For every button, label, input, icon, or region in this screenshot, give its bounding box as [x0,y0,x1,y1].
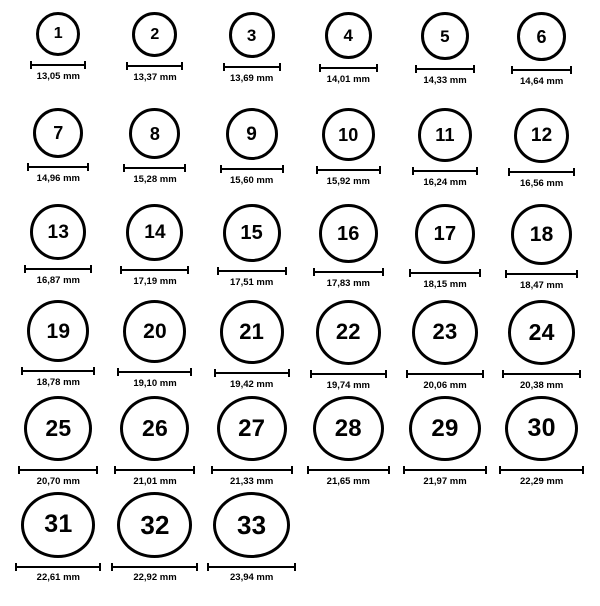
measure-tick-right [181,62,183,70]
ring-circle [24,396,92,461]
ring-size-number: 5 [440,26,450,46]
diameter-measure-bar [126,62,183,70]
ring-size-number: 28 [334,414,362,442]
measure-tick-right [385,370,387,378]
ring-size-cell[interactable] [10,102,107,198]
ring-circle [129,108,180,159]
diameter-measure-bar [30,61,86,69]
measure-line [502,373,581,375]
ring-circle [30,204,86,260]
ring-size-number: 3 [246,25,257,45]
ring-size-number: 18 [529,223,554,246]
ring-size-number: 29 [431,414,459,442]
ring-circle [217,396,287,461]
measure-line [508,171,575,173]
measure-tick-right [93,367,95,375]
ring-size-number: 14 [144,222,166,243]
ring-size-number: 21 [239,319,265,344]
ring-size-number: 9 [246,123,258,145]
ring-size-cell[interactable] [300,102,397,198]
diameter-value-label: 16,24 mm [423,177,467,188]
diameter-measure-bar [319,64,378,72]
ring-size-number: 2 [150,25,160,43]
measure-tick-right [570,66,572,74]
ring-circle [415,204,475,264]
diameter-value-label: 22,29 mm [520,475,564,487]
diameter-measure-bar [114,466,195,474]
ring-size-cell[interactable] [203,294,300,390]
diameter-measure-bar [21,367,95,375]
measure-line [319,67,378,69]
ring-size-number: 4 [343,26,354,45]
ring-circle [322,108,375,161]
measure-line [313,271,384,273]
diameter-measure-bar [117,368,192,376]
diameter-measure-bar [412,167,478,175]
diameter-measure-bar [223,63,281,71]
measure-tick-right [376,64,378,72]
measure-tick-left [214,369,216,377]
measure-tick-right [279,63,281,71]
ring-size-number: 16 [336,222,360,245]
diameter-value-label: 20,38 mm [520,379,564,391]
measure-line [505,273,578,275]
measure-line [24,268,92,270]
diameter-measure-bar [24,265,92,273]
ring-size-number: 27 [238,414,266,442]
measure-line [126,65,183,67]
ring-size-cell[interactable] [493,294,590,390]
measure-tick-left [220,165,222,173]
measure-tick-right [479,269,481,277]
measure-tick-right [90,265,92,273]
measure-tick-right [379,166,381,174]
measure-tick-right [190,368,192,376]
diameter-measure-bar [409,269,481,277]
measure-tick-right [485,466,487,474]
measure-tick-left [313,268,315,276]
ring-circle [36,12,80,56]
diameter-value-label: 15,60 mm [230,175,274,186]
diameter-measure-bar [508,168,575,176]
measure-tick-left [502,370,504,378]
measure-tick-left [111,563,113,571]
measure-tick-right [99,563,101,571]
diameter-measure-bar [511,66,572,74]
measure-tick-left [30,61,32,69]
ring-size-number: 25 [45,414,72,441]
measure-tick-left [307,466,309,474]
measure-tick-left [211,466,213,474]
measure-line [409,272,481,274]
ring-circle [123,300,186,363]
ring-size-cell[interactable] [10,294,107,390]
measure-line [412,170,478,172]
ring-circle [325,12,372,59]
ring-size-cell[interactable] [10,6,107,102]
diameter-measure-bar [18,466,98,474]
measure-line [207,566,296,568]
measure-tick-right [476,167,478,175]
diameter-measure-bar [403,466,487,473]
diameter-value-label: 17,51 mm [230,277,274,288]
ring-size-cell[interactable] [397,102,494,198]
ring-size-number: 22 [335,319,361,345]
diameter-value-label: 21,97 mm [423,475,467,487]
measure-line [307,469,390,471]
ring-circle [226,108,278,160]
ring-size-cell[interactable] [397,6,494,102]
diameter-value-label: 18,47 mm [520,280,564,291]
diameter-measure-bar [505,270,578,278]
ring-size-cell[interactable] [300,198,397,294]
ring-circle [21,492,95,558]
measure-tick-left [223,63,225,71]
measure-tick-left [126,62,128,70]
measure-line [316,169,381,171]
ring-size-cell[interactable] [397,198,494,294]
diameter-measure-bar [217,267,287,275]
measure-tick-left [120,266,122,274]
ring-size-number: 1 [53,25,63,42]
ring-circle [409,396,481,461]
ring-circle [505,396,578,461]
measure-line [415,68,475,70]
diameter-value-label: 21,65 mm [326,475,370,487]
measure-tick-right [184,164,186,172]
diameter-value-label: 19,42 mm [230,379,274,390]
ring-size-cell[interactable] [107,6,204,102]
ring-circle [117,492,192,558]
measure-tick-right [187,266,189,274]
ring-size-cell[interactable] [107,102,204,198]
measure-line [499,469,584,471]
ring-size-cell[interactable] [203,198,300,294]
ring-size-cell[interactable] [300,390,397,486]
ring-size-number: 23 [432,319,458,345]
measure-line [403,469,487,471]
ring-size-cell[interactable] [300,294,397,390]
ring-size-number: 32 [140,509,170,540]
diameter-value-label: 20,06 mm [423,379,467,391]
ring-circle [517,12,566,61]
diameter-value-label: 13,69 mm [230,73,274,84]
ring-size-cell[interactable] [107,198,204,294]
ring-circle [213,492,290,558]
diameter-measure-bar [220,165,284,173]
ring-size-number: 12 [530,125,553,146]
measure-tick-left [123,164,125,172]
measure-line [114,469,195,471]
measure-tick-right [96,466,98,474]
ring-size-number: 26 [141,415,168,441]
diameter-value-label: 19,74 mm [326,379,370,391]
measure-line [111,566,198,568]
diameter-measure-bar [211,466,293,473]
ring-size-cell[interactable] [10,198,107,294]
ring-size-cell[interactable] [397,294,494,390]
ring-circle [313,396,384,461]
diameter-value-label: 14,01 mm [326,74,370,85]
diameter-value-label: 20,70 mm [36,475,80,487]
measure-tick-left [511,66,513,74]
measure-tick-left [21,367,23,375]
ring-size-cell[interactable] [203,390,300,486]
measure-tick-left [316,166,318,174]
ring-size-chart [0,6,600,606]
diameter-value-label: 23,94 mm [230,571,274,583]
diameter-measure-bar [310,370,387,378]
diameter-value-label: 17,83 mm [326,278,370,289]
ring-size-grid [10,6,590,582]
measure-tick-left [114,466,116,474]
measure-tick-left [406,370,408,378]
measure-tick-left [310,370,312,378]
diameter-measure-bar [27,163,89,171]
measure-line [15,566,101,568]
measure-line [18,469,98,471]
measure-tick-right [87,163,89,171]
diameter-measure-bar [207,563,296,570]
measure-tick-left [415,65,417,73]
ring-circle [421,12,469,60]
ring-size-number: 20 [143,320,167,343]
ring-circle [511,204,572,265]
diameter-value-label: 22,92 mm [133,571,177,583]
ring-size-cell[interactable] [203,6,300,102]
ring-size-cell[interactable] [493,198,590,294]
diameter-value-label: 16,87 mm [36,275,80,286]
diameter-value-label: 21,01 mm [133,475,177,487]
measure-tick-left [409,269,411,277]
measure-line [120,269,189,271]
diameter-value-label: 13,05 mm [36,71,80,82]
measure-line [220,168,284,170]
diameter-value-label: 14,96 mm [36,173,80,184]
measure-tick-left [217,267,219,275]
measure-tick-right [579,370,581,378]
ring-size-cell[interactable] [203,102,300,198]
diameter-value-label: 22,61 mm [36,571,80,583]
diameter-measure-bar [499,466,584,473]
ring-size-cell[interactable] [107,390,204,486]
measure-tick-right [482,370,484,378]
diameter-value-label: 18,78 mm [36,377,80,388]
ring-circle [126,204,183,261]
diameter-measure-bar [313,268,384,276]
diameter-value-label: 16,56 mm [520,178,564,189]
diameter-value-label: 14,33 mm [423,75,467,86]
diameter-value-label: 18,15 mm [423,279,467,290]
ring-size-number: 24 [528,318,555,345]
measure-tick-left [15,563,17,571]
measure-line [223,66,281,68]
measure-line [30,64,86,66]
measure-tick-left [403,466,405,474]
ring-circle [229,12,275,58]
ring-circle [514,108,569,163]
measure-line [211,469,293,471]
measure-line [123,167,186,169]
measure-tick-left [319,64,321,72]
diameter-value-label: 15,28 mm [133,174,177,185]
measure-tick-right [291,466,293,474]
ring-size-number: 8 [149,123,161,144]
measure-tick-right [582,466,584,474]
ring-circle [418,108,472,162]
ring-size-number: 31 [44,510,73,539]
diameter-value-label: 14,64 mm [520,76,564,87]
measure-tick-right [285,267,287,275]
diameter-measure-bar [120,266,189,274]
diameter-measure-bar [111,563,198,570]
diameter-measure-bar [307,466,390,473]
ring-size-cell[interactable] [397,390,494,486]
measure-tick-right [193,466,195,474]
measure-tick-left [505,270,507,278]
measure-tick-right [388,466,390,474]
measure-tick-right [84,61,86,69]
ring-size-number: 13 [47,221,70,243]
diameter-measure-bar [316,166,381,174]
ring-size-number: 7 [53,123,64,143]
measure-line [117,371,192,373]
ring-size-cell[interactable] [493,6,590,102]
ring-circle [132,12,177,57]
ring-circle [223,204,281,262]
diameter-value-label: 13,37 mm [133,72,177,83]
diameter-measure-bar [502,370,581,378]
ring-size-number: 33 [236,509,267,540]
measure-tick-right [288,369,290,377]
measure-tick-left [24,265,26,273]
measure-line [511,69,572,71]
measure-tick-right [196,563,198,571]
measure-tick-left [27,163,29,171]
measure-line [21,370,95,372]
ring-size-cell[interactable] [203,486,300,582]
diameter-value-label: 19,10 mm [133,378,177,389]
measure-tick-right [294,563,296,571]
measure-line [406,373,484,375]
ring-size-cell[interactable] [493,102,590,198]
diameter-value-label: 21,33 mm [230,475,274,487]
ring-size-cell[interactable] [493,390,590,486]
measure-tick-left [412,167,414,175]
ring-size-number: 17 [433,223,457,245]
measure-tick-left [499,466,501,474]
ring-circle [316,300,381,365]
ring-size-number: 30 [527,414,556,443]
measure-tick-right [573,168,575,176]
diameter-value-label: 15,92 mm [326,176,370,187]
measure-tick-right [576,270,578,278]
measure-tick-right [382,268,384,276]
ring-circle [33,108,83,158]
diameter-measure-bar [123,164,186,172]
diameter-measure-bar [214,369,290,377]
measure-tick-left [508,168,510,176]
measure-tick-left [207,563,209,571]
ring-circle [120,396,189,461]
ring-circle [27,300,89,362]
measure-tick-right [473,65,475,73]
ring-circle [220,300,284,364]
ring-size-number: 11 [435,125,455,145]
diameter-measure-bar [406,370,484,378]
ring-size-cell[interactable] [10,486,107,582]
measure-line [217,270,287,272]
diameter-measure-bar [415,65,475,73]
ring-size-cell[interactable] [10,390,107,486]
measure-line [310,373,387,375]
ring-size-number: 10 [338,124,359,145]
measure-line [214,372,290,374]
ring-circle [412,300,478,365]
diameter-measure-bar [15,563,101,570]
ring-size-cell[interactable] [107,486,204,582]
diameter-value-label: 17,19 mm [133,276,177,287]
ring-circle [508,300,575,365]
ring-size-cell[interactable] [300,6,397,102]
measure-tick-left [18,466,20,474]
measure-tick-right [282,165,284,173]
ring-size-number: 15 [240,222,263,244]
ring-size-number: 6 [536,26,547,47]
ring-size-cell[interactable] [107,294,204,390]
measure-tick-left [117,368,119,376]
measure-line [27,166,89,168]
ring-size-number: 19 [46,319,71,343]
ring-circle [319,204,378,263]
